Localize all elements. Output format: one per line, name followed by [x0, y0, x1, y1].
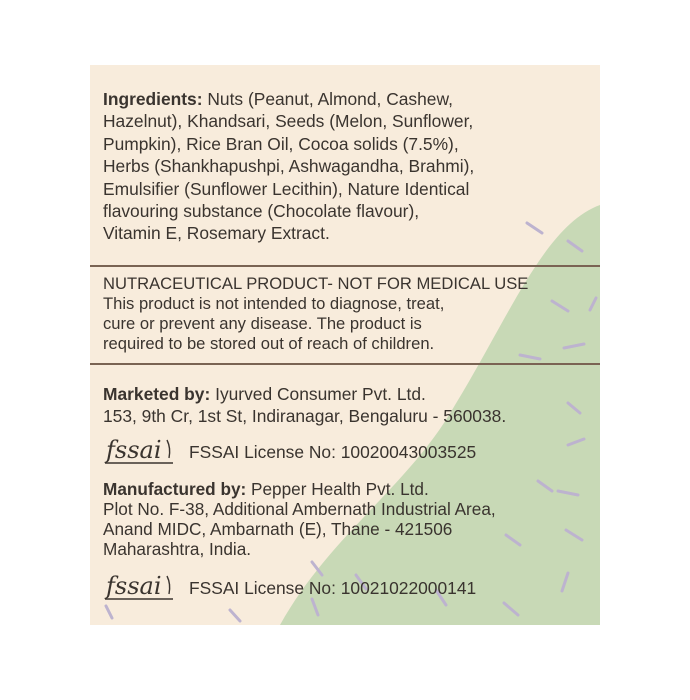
manufacturer-name: Pepper Health Pvt. Ltd.	[246, 479, 429, 499]
fssai-license-number: FSSAI License No: 10020043003525	[189, 441, 477, 462]
ingredients-line: Herbs (Shankhapushpi, Ashwagandha, Brahmi),	[103, 156, 475, 177]
ingredients-line: Vitamin E, Rosemary Extract.	[103, 223, 330, 244]
product-label	[90, 65, 600, 625]
fssai-logo-text: fssai	[106, 572, 162, 600]
ingredients-line	[103, 88, 593, 110]
marketed-by-section	[103, 383, 593, 427]
manufacturer-address: Maharashtra, India.	[103, 539, 252, 559]
ingredients-line: Pumpkin), Rice Bran Oil, Cocoa solids (7.5%),	[103, 133, 459, 154]
marketed-heading: Marketed by:	[103, 384, 211, 404]
manufactured-heading: Manufactured by:	[103, 479, 247, 499]
ingredients-text: Nuts (Peanut, Almond, Cashew,	[202, 89, 453, 109]
fssai-license-number: FSSAI License No: 10021022000141	[189, 577, 477, 598]
divider	[90, 265, 600, 267]
manufactured-by-section	[103, 479, 593, 559]
nutraceutical-section	[103, 274, 593, 354]
manufacturer-address: Plot No. F-38, Additional Ambernath Industrial Area,	[103, 499, 496, 519]
marketed-line	[103, 383, 593, 405]
ingredients-heading: Ingredients:	[103, 89, 203, 109]
manufacturer-address: Anand MIDC, Ambarnath (E), Thane - 421506	[103, 519, 453, 539]
ingredients-line: flavouring substance (Chocolate flavour),	[103, 201, 420, 222]
ingredients-section	[103, 88, 593, 245]
divider	[90, 363, 600, 365]
fssai-logo-icon	[103, 572, 177, 604]
fssai-license-row	[103, 572, 476, 604]
fssai-license-row	[103, 436, 476, 468]
marketed-company: Iyurved Consumer Pvt. Ltd.	[210, 384, 426, 404]
ingredients-line: Emulsifier (Sunflower Lecithin), Nature Identical	[103, 178, 470, 199]
disclaimer-line: cure or prevent any disease. The product is	[103, 314, 422, 333]
disclaimer-line: This product is not intended to diagnose, treat,	[103, 294, 445, 313]
nutraceutical-heading: NUTRACEUTICAL PRODUCT- NOT FOR MEDICAL USE	[103, 274, 529, 293]
fssai-logo-text: fssai	[106, 436, 162, 464]
manufactured-line	[103, 479, 593, 499]
ingredients-line: Hazelnut), Khandsari, Seeds (Melon, Sunflower,	[103, 111, 474, 132]
disclaimer-line: required to be stored out of reach of children.	[103, 334, 435, 353]
marketed-address: 153, 9th Cr, 1st St, Indiranagar, Bengaluru - 560038.	[103, 406, 507, 426]
fssai-logo-icon	[103, 436, 177, 468]
